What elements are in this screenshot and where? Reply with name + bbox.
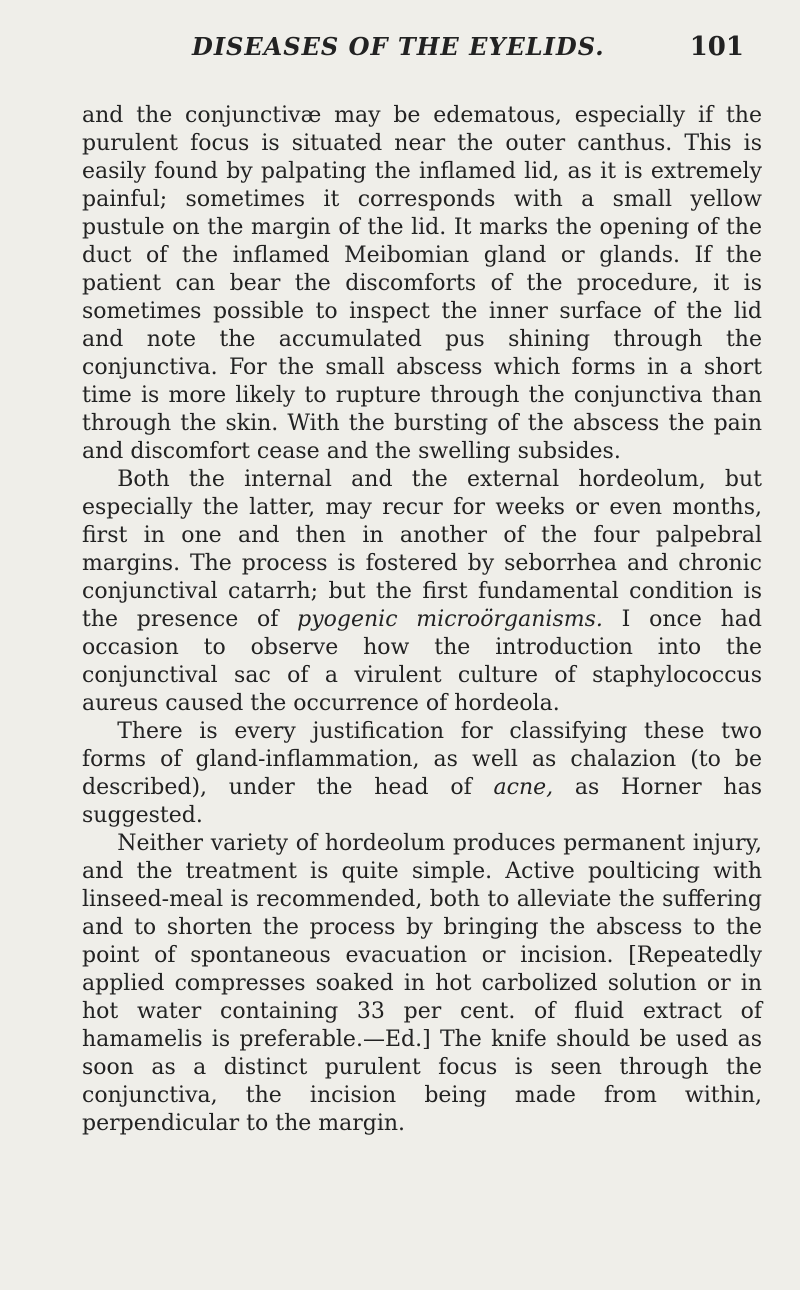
paragraph-2 [82,466,762,718]
paragraph-4 [82,830,762,1138]
paragraph-2-emphasis: pyogenic microörganisms. [297,607,603,632]
page-number: 101 [689,32,744,62]
paragraph-2-text-before: Both the internal and the external hordeolum, but especially the latter, may recur for weeks or even months, first in one and then in another of the four palpebral margins. The process is fostered by seborrhea and chronic conjunctival catarrh; but the first fundamental condition is the presence of [82,467,762,632]
page-header [82,32,762,72]
paragraph-2-text-after: I once had occasion to observe how the introduction into the conjunctival sac of a virulent culture of staphylococcus aureus caused the occurrence of hordeola. [82,607,762,716]
book-page [82,32,762,1138]
paragraph-3-emphasis: acne, [493,775,554,800]
body-text [82,102,762,1138]
paragraph-1-text: and the conjunctivæ may be edematous, especially if the purulent focus is situated near the outer canthus. This is easily found by palpating the inflamed lid, as it is extremely painful; sometimes it corresponds with a small yellow pustule on the margin of the lid. It marks the opening of the duct of the inflamed Meibomian gland or glands. If the patient can bear the discomforts of the procedure, it is sometimes possible to inspect the inner surface of the lid and note the accumulated pus shining through the conjunctiva. For the small abscess which forms in a short time is more likely to rupture through the conjunctiva than through the skin. With the bursting of the abscess the pain and discomfort cease and the swelling subsides. [82,103,762,464]
paragraph-3-text-before: There is every justification for classifying these two forms of gland-inflammation, as well as chalazion (to be described), under the head of [82,719,762,800]
paragraph-3-text-after: as Horner has suggested. [82,775,762,828]
paragraph-4-text: Neither variety of hordeolum produces permanent injury, and the treatment is quite simple. Active poulticing with linseed-meal is recommended, both to alleviate the suffering and to shorten the process by bringing the abscess to the point of spontaneous evacuation or incision. [Repeatedly applied compresses soaked in hot carbolized solution or in hot water containing 33 per cent. of fluid extract of hamamelis is preferable.—Ed.] The knife should be used as soon as a distinct purulent focus is seen through the conjunctiva, the incision being made from within, perpendicular to the margin. [82,831,762,1136]
paragraph-3 [82,718,762,830]
running-title: DISEASES OF THE EYELIDS. [192,32,605,61]
paragraph-1 [82,102,762,466]
